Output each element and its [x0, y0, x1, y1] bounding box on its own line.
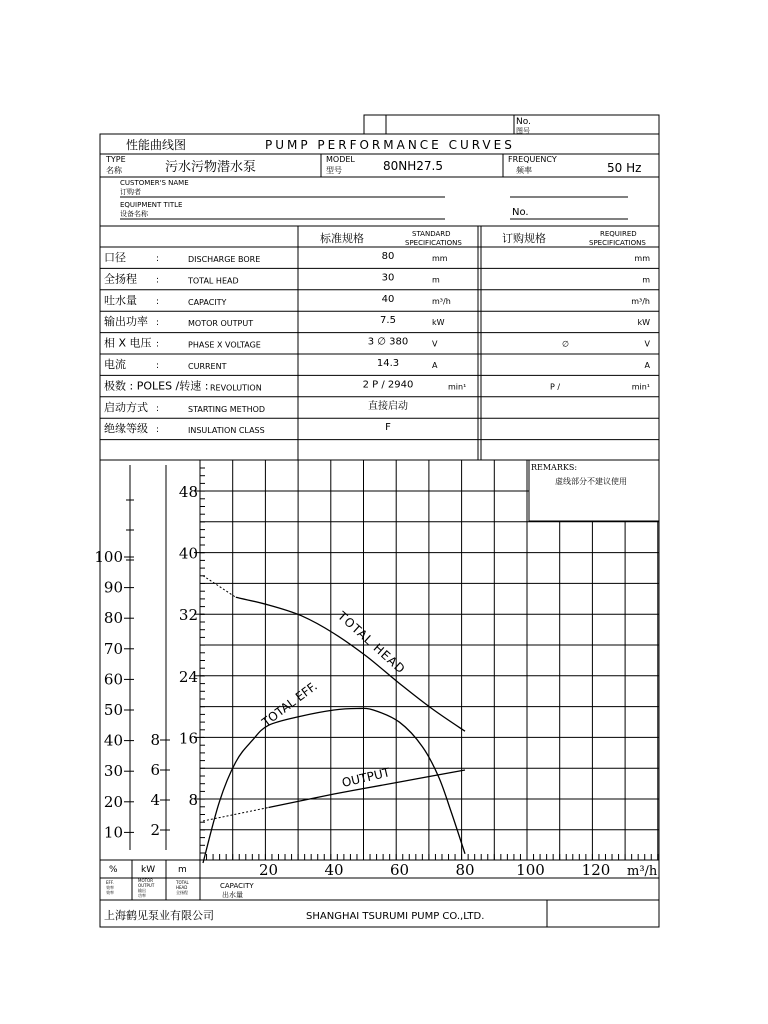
no-box — [364, 115, 659, 134]
eff-tick-label: 100 — [94, 548, 123, 566]
spec-label-cn: 绝缘等级 — [104, 422, 148, 436]
eff-sub-label: 效率 — [106, 885, 114, 890]
spec-label-cn: 电流 — [104, 358, 126, 371]
total-eff-label: TOTAL EFF. — [259, 679, 320, 730]
type-label-cn: 名称 — [106, 166, 122, 175]
spec-colon: : — [156, 361, 160, 371]
required-spec-cn: 订购规格 — [502, 232, 546, 245]
output-curve-dashed — [203, 808, 269, 822]
drawing-no-label: No. — [516, 117, 531, 127]
spec-label-cn: 相 X 电压 — [104, 336, 152, 350]
spec-standard-unit: m — [432, 275, 440, 285]
total-eff-curve-solid — [203, 708, 465, 863]
required-spec-en-2: SPECIFICATIONS — [589, 239, 646, 247]
output-sub-label: 输出 — [138, 888, 146, 893]
spec-label-cn: 输出功率 — [104, 315, 148, 329]
head-sub-label: 全扬程 — [176, 890, 188, 895]
spec-standard-value: 3 ∅ 380 — [367, 336, 409, 348]
info-no-label: No. — [512, 207, 529, 218]
head-sub-label: TOTAL — [176, 880, 189, 885]
spec-standard-unit: mm — [432, 254, 448, 263]
head-tick-label: 48 — [178, 483, 198, 501]
output-label: OUTPUT — [340, 765, 392, 790]
spec-standard-value: 7.5 — [380, 315, 396, 327]
spec-label-en: CAPACITY — [188, 297, 227, 307]
output-tick-label: 4 — [150, 791, 160, 809]
eff-unit-label: % — [109, 865, 118, 875]
model-label-cn: 型号 — [326, 166, 342, 175]
spec-colon: : — [156, 425, 160, 436]
spec-required-unit: mm — [634, 254, 650, 263]
footer — [100, 900, 659, 927]
eff-tick-label: 10 — [103, 823, 123, 842]
eff-sub-label: 效率 — [106, 890, 114, 895]
spec-colon: : — [156, 318, 160, 329]
head-tick-label: 24 — [178, 667, 198, 686]
spec-standard-value: F — [385, 422, 391, 434]
spec-label-cn: 吐水量 — [104, 293, 137, 307]
spec-standard-value: 80 — [381, 251, 395, 262]
spec-required-unit: m — [642, 275, 650, 285]
x-tick-label: 80 — [455, 861, 475, 879]
customer-label: CUSTOMER'S NAME — [120, 179, 189, 187]
spec-standard-unit: kW — [432, 318, 445, 328]
x-tick-label: 60 — [389, 861, 410, 879]
eff-tick-label: 20 — [103, 792, 123, 811]
customer-label-cn: 订购者 — [120, 188, 141, 196]
output-sub-label: OUTPUT — [138, 883, 155, 888]
head-sub-label: HEAD — [176, 885, 188, 890]
total-head-curve-dashed — [203, 576, 236, 598]
total-head-label: TOTAL HEAD — [334, 608, 409, 677]
info-block — [100, 154, 659, 226]
total-head-curve — [203, 576, 465, 732]
total-eff-curve — [203, 708, 465, 863]
required-spec-en-1: REQUIRED — [600, 230, 637, 238]
spec-label-en: CURRENT — [188, 362, 227, 371]
spec-label-cn: 全扬程 — [104, 272, 137, 286]
head-tick-label: 40 — [178, 544, 198, 563]
output-tick-label: 6 — [150, 761, 160, 779]
x-unit-label: m³/h — [627, 864, 658, 879]
spec-label-en: REVOLUTION — [210, 383, 262, 393]
spec-standard-value: 直接启动 — [368, 400, 408, 412]
x-tick-label: 100 — [516, 861, 545, 879]
head-tick-label: 32 — [178, 606, 198, 625]
spec-standard-unit: m³/h — [432, 296, 451, 306]
spec-colon: : — [156, 275, 160, 286]
spec-required-unit: m³/h — [631, 296, 650, 306]
head-tick-label: 8 — [188, 791, 198, 809]
head-unit-label: m — [178, 865, 187, 875]
equipment-label: EQUIPMENT TITLE — [120, 201, 183, 209]
spec-required-unit: V — [644, 339, 650, 349]
spec-required-unit: kW — [637, 318, 650, 328]
output-curve — [203, 770, 465, 821]
spec-colon: : — [156, 254, 160, 264]
spec-standard-value: 30 — [381, 272, 395, 284]
eff-sub-label: EFF. — [106, 880, 114, 885]
company-name-cn: 上海鹤见泵业有限公司 — [104, 909, 214, 922]
equipment-label-cn: 设备名称 — [120, 210, 148, 218]
spec-standard-value: 14.3 — [376, 358, 400, 369]
spec-label-en: TOTAL HEAD — [188, 276, 239, 286]
spec-label-en: PHASE X VOLTAGE — [188, 340, 261, 350]
company-name-en: SHANGHAI TSURUMI PUMP CO.,LTD. — [306, 911, 485, 922]
eff-tick-label: 90 — [103, 578, 123, 597]
spec-label-en: DISCHARGE BORE — [188, 255, 261, 264]
standard-spec-cn: 标准规格 — [320, 232, 364, 245]
spec-required-unit: min¹ — [631, 382, 650, 392]
eff-tick-label: 30 — [103, 762, 123, 781]
spec-required-mid: P / — [550, 382, 561, 392]
performance-chart — [94, 460, 659, 900]
output-tick-label: 8 — [150, 731, 160, 749]
spec-label-cn: 极数 : POLES /转速 : — [104, 379, 209, 393]
x-tick-label: 40 — [324, 861, 344, 879]
spec-standard-unit: A — [432, 361, 438, 370]
spec-colon: : — [156, 296, 160, 307]
output-tick-label: 2 — [150, 821, 160, 839]
title-en: PUMP PERFORMANCE CURVES — [265, 138, 515, 152]
frequency-value: 50 Hz — [607, 161, 642, 175]
spec-standard-value: 2 P / 2940 — [362, 379, 414, 391]
eff-tick-label: 50 — [103, 701, 123, 719]
output-unit-label: kW — [141, 865, 156, 875]
spec-table — [100, 226, 659, 460]
frequency-label-cn: 频率 — [516, 166, 532, 175]
remarks-text: 虚线部分不建议使用 — [555, 477, 627, 486]
spec-label-en: STARTING METHOD — [188, 404, 266, 414]
spec-required-mid: ∅ — [562, 339, 569, 349]
spec-required-unit: A — [644, 361, 650, 370]
eff-tick-label: 70 — [103, 639, 123, 658]
output-sub-label: MOTOR — [138, 878, 153, 883]
spec-label-cn: 启动方式 — [104, 400, 148, 414]
eff-tick-label: 80 — [103, 609, 123, 628]
spec-standard-unit: V — [432, 339, 438, 349]
spec-label-en: MOTOR OUTPUT — [188, 319, 254, 329]
standard-spec-en-2: SPECIFICATIONS — [405, 239, 462, 247]
standard-spec-en-1: STANDARD — [412, 230, 451, 238]
title-cn: 性能曲线图 — [126, 138, 187, 152]
model-value: 80NH27.5 — [383, 159, 443, 173]
spec-colon: : — [156, 403, 160, 414]
output-sub-label: 功率 — [138, 893, 146, 898]
header-block — [100, 115, 659, 154]
x-axis-label-cn: 出水量 — [222, 891, 243, 899]
x-tick-label: 20 — [258, 861, 279, 879]
remarks-box — [529, 460, 659, 521]
x-axis-label: CAPACITY — [220, 882, 254, 890]
x-tick-label: 120 — [581, 861, 611, 879]
model-label: MODEL — [326, 155, 355, 164]
frequency-label: FREQUENCY — [508, 155, 557, 164]
drawing-no-label-cn: 图号 — [516, 127, 530, 135]
eff-tick-label: 40 — [103, 731, 123, 750]
spec-label-en: INSULATION CLASS — [188, 426, 265, 436]
eff-tick-label: 60 — [103, 670, 123, 689]
spec-standard-unit: min¹ — [448, 382, 467, 392]
type-value: 污水污物潜水泵 — [165, 160, 257, 175]
head-tick-label: 16 — [178, 729, 198, 748]
spec-label-cn: 口径 — [104, 251, 126, 264]
type-label: TYPE — [106, 155, 126, 164]
spec-standard-value: 40 — [381, 293, 395, 305]
remarks-label: REMARKS: — [531, 463, 578, 472]
spec-colon: : — [156, 339, 160, 350]
